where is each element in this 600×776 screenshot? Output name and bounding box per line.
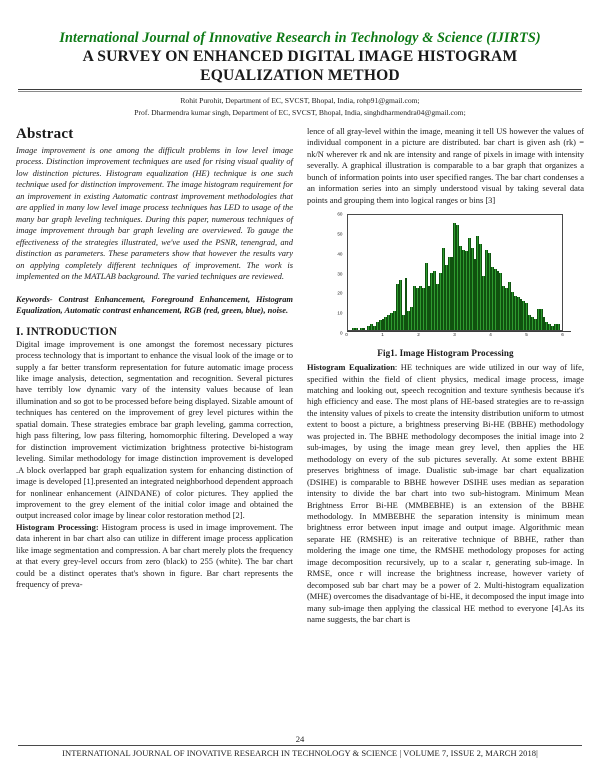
left-column (16, 126, 293, 591)
x-tick-label: 2 (417, 332, 420, 338)
histogram-chart (321, 212, 571, 345)
page-title: A SURVEY ON ENHANCED DIGITAL IMAGE HISTOGRAM EQUALIZATION METHOD (82, 48, 518, 84)
x-tick-label: 1 (381, 332, 384, 338)
histogram-equalization-label: Histogram Equalization (307, 362, 395, 373)
x-tick-label: 5 (525, 332, 528, 338)
footer-divider (18, 745, 582, 746)
author-list (16, 95, 584, 118)
author-line-1: Rohit Purohit, Department of EC, SVCST, Bhopal, India, rohp91@gmail.com; (180, 96, 420, 106)
y-tick-label: 30 (337, 271, 343, 277)
histogram-bar (557, 324, 560, 330)
keywords-text: Keywords- Contrast Enhancement, Foreground Enhancement, Histogram Equalization, Automatic contrast enhancement, RGB (red, green, blue), noise. (16, 293, 293, 316)
y-axis-labels (321, 211, 345, 336)
histogram-equalization-text: : HE techniques are wide utilized in our way of life, specified within the field of client physics, medical image process, image matching and looking out, speech recognition and texture synthesis because it's high efficiency and ease. The most plans of HE-based strategies are to re-assign the intensity values of pixels to create the intensity distribution uniform to utmost extent to boost a picture, a brightness preserving Bi-HE (BBHE) methodology was projected in. The BBHE methodology decomposes the initial image into 2 sub-images, by using the image mean grey level, then applies the HE methodology on every of the sub pictures severally. At some extent BBHE preserves brightness of image. Dualistic sub-image bar chart equalization (DSIHE) is comparable to BBHE however DSIHE uses median as separation intensity to divide the bar chart into two sub-histogram. Minimum Mean Brightness Error Bi-HE (MMBEBHE) is an extension of the BBHE methodology. In MMBEBHE the separation intensity is minimum mean brightness error between input image and output image. Algorithmic mean separate HE (RMSHE) is an reiterative technique of BBHE, rather than moldering the image one time, the RMSHE methodology proposes for acting image decomposition recursively, up to a scalar r, generating sub-image. In RMSE, once r will increase the brightness increase, however variety of decomposed sub bar chart may be a power of 2. Multi-histogram equalization (MHE) overcomes the disadvantage of bi-HE, it decomposed the input image into many sub-image then applying the classical HE method to everyone [4].As its name suggests, the bar chart is (307, 362, 584, 625)
figure-caption: Fig1. Image Histogram Processing (377, 348, 514, 359)
header-divider (18, 89, 582, 92)
right-column (307, 126, 584, 626)
x-tick-label: 6 (561, 332, 564, 338)
x-tick-label: 4 (489, 332, 492, 338)
y-tick-label: 60 (337, 211, 343, 217)
author-line-2: Prof. Dharmendra kumar singh, Department of EC, SVCST, Bhopal, India, singhdharmendra04@gmail.com; (134, 107, 466, 117)
y-tick-label: 20 (337, 290, 343, 296)
page-number: 24 (295, 734, 305, 744)
histogram-processing-label: Histogram Processing: (16, 521, 99, 532)
figure-1 (307, 212, 584, 358)
x-axis-labels (347, 332, 563, 341)
page-content (16, 30, 584, 720)
x-tick-label: 0 (345, 332, 348, 338)
abstract-heading: Abstract (16, 125, 74, 142)
introduction-paragraph: Digital image improvement is one amongst the foremost necessary pictures process technology that is important to enhance the visual look of the image or to supply a far better transform representation for future automatic image process like image analysis, detection, segmentation and recognition. Several pictures have terribly low dynamic vary of the intensity values because of lean illumination and so got to be processed before being displayed. Sizable amount of techniques has centered on the improvement of grey level pictures within the spatial domain. These strategies embrace bar graph leveling, gamma correction, high pass filtering, low pass filtering, homomorphic filtering. Developed a way for distinction improvement victimization brightness protective bi-histogram leveling. Similar methodology for image distinction improvement is developed .A block overlapped bar graph equalization system for enhancing distinction of image is developed [1].presented an integrated neighborhood dependent approach for nonlinear enhancement (AINDANE) of color pictures. They applied the improvement to the grey element of the initial color image and obtained the output increased color image by linear color restoration method [2]. (16, 338, 293, 521)
abstract-text: Image improvement is one among the difficult problems in low level image process. Distinction improvement techniques are used for rising visual quality of low distinction pictures. Histogram equalization (HE) technique is one such technique used for distinction improvement. The image histogram requirement for an improvement in existing Automatic contrast improvement methodologies that are applied in many low level image process techniques has LED to usage of the many bar graph leveling techniques. During this paper, numerous techniques of image improvement through bar graph leveling are overviewed. To gauge the effectiveness of the strategies illustrated, we've used the PSNR, tenengrad, and distinction as parameters. These parameters show that however the results vary on applying completely different techniques of improvement. The work is implemented on the MATLAB background. The varied techniques are reviewed. (16, 144, 293, 282)
page-header (16, 30, 584, 118)
journal-title: International Journal of Innovative Research in Technology & Science (IJIRTS) (59, 30, 541, 46)
footer-text: INTERNATIONAL JOURNAL OF INOVATIVE RESEARCH IN TECHNOLOGY & SCIENCE | VOLUME 7, ISSUE 2, MARCH 2018| (62, 748, 538, 758)
y-tick-label: 10 (337, 310, 343, 316)
introduction-heading: I. INTRODUCTION (16, 325, 117, 338)
histogram-processing-paragraph (16, 522, 293, 591)
histogram-bars (348, 215, 562, 330)
two-column-body (16, 126, 584, 626)
x-tick-label: 3 (453, 332, 456, 338)
y-tick-label: 50 (337, 231, 343, 237)
y-tick-label: 0 (339, 330, 343, 336)
page-footer (16, 729, 584, 758)
continuation-paragraph: lence of all gray-level within the image, meaning it tell US however the values of individual component in a picture are distributed. bar chart is given ash (rk) = nk/N wherever rk and nk are intensity and range of pixels in image with intensity severally. A graphical illustration is comparable to a bar graph that organizes a bunch of information points into user specified ranges. The bar chart condenses a an information series into an simply understood visual by taking several data points and grouping them into logical ranges or bins [3] (307, 125, 584, 205)
histogram-equalization-paragraph (307, 362, 584, 625)
y-tick-label: 40 (337, 251, 343, 257)
plot-frame (347, 214, 563, 331)
histogram-processing-text: Histogram process is used in image improvement. The data inherent in bar chart also can utilize in different image process application like image segmentation and compression. A bar chart merely plots the frequency at that every grey-level occurs from zero (black) to 255 (white). The bar chart could be a distinct operates that's shown in figure. Bar chart represents the frequency of preva- (16, 521, 293, 590)
